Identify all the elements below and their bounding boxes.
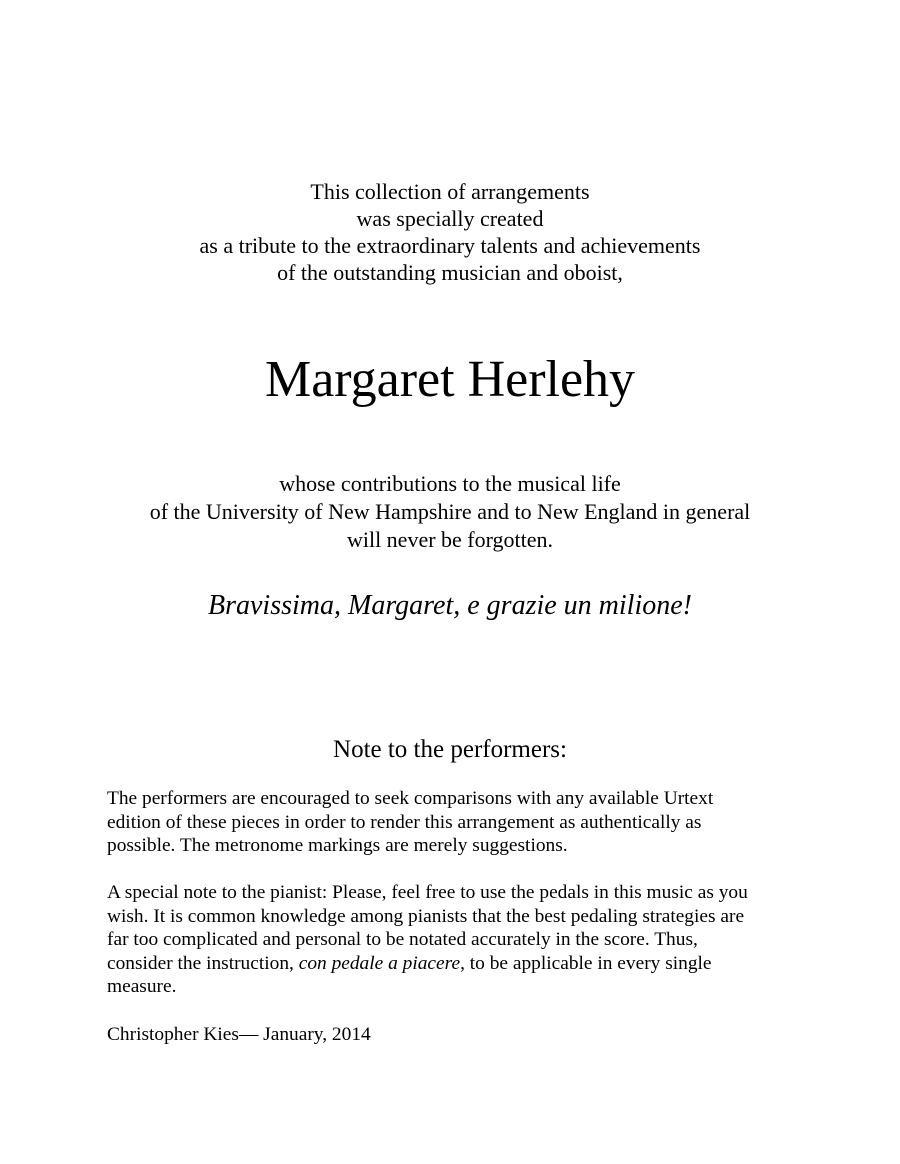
note-line: The performers are encouraged to seek comparisons with any available Urtext (107, 788, 714, 809)
note-text: , to be applicable in every single (460, 952, 712, 974)
dedication-line: This collection of arrangements (310, 179, 590, 204)
contribution-line: whose contributions to the musical life (279, 471, 621, 496)
note-line: A special note to the pianist: Please, feel free to use the pedals in this music as you (107, 882, 748, 903)
contribution-text (0, 470, 900, 554)
dedication (0, 178, 900, 286)
signature: Christopher Kies— January, 2014 (107, 1024, 371, 1045)
note-paragraph-urtext (107, 787, 807, 858)
honoree-name: Margaret Herlehy (264, 351, 636, 408)
dedication-line: was specially created (356, 206, 544, 231)
contribution-line: of the University of New Hampshire and to New England in general (149, 499, 751, 524)
note-line: measure. (107, 976, 177, 997)
thanks-line: Bravissima, Margaret, e grazie un milione! (208, 590, 692, 621)
pedal-instruction: con pedale a piacere (298, 952, 461, 974)
note-heading: Note to the performers: (333, 736, 567, 763)
note-text: consider the instruction, (107, 952, 299, 974)
contribution-line: will never be forgotten. (346, 527, 554, 552)
note-body (107, 787, 807, 1022)
note-paragraph-pianist (107, 881, 807, 999)
dedication-line: of the outstanding musician and oboist, (277, 260, 623, 285)
dedication-line: as a tribute to the extraordinary talents and achievements (199, 233, 701, 258)
note-line (107, 952, 807, 976)
note-line: far too complicated and personal to be notated accurately in the score. Thus, (107, 929, 698, 950)
note-line: possible. The metronome markings are merely suggestions. (107, 835, 568, 856)
note-line: wish. It is common knowledge among pianists that the best pedaling strategies are (107, 905, 745, 927)
note-line: edition of these pieces in order to render this arrangement as authentically as (107, 811, 702, 833)
